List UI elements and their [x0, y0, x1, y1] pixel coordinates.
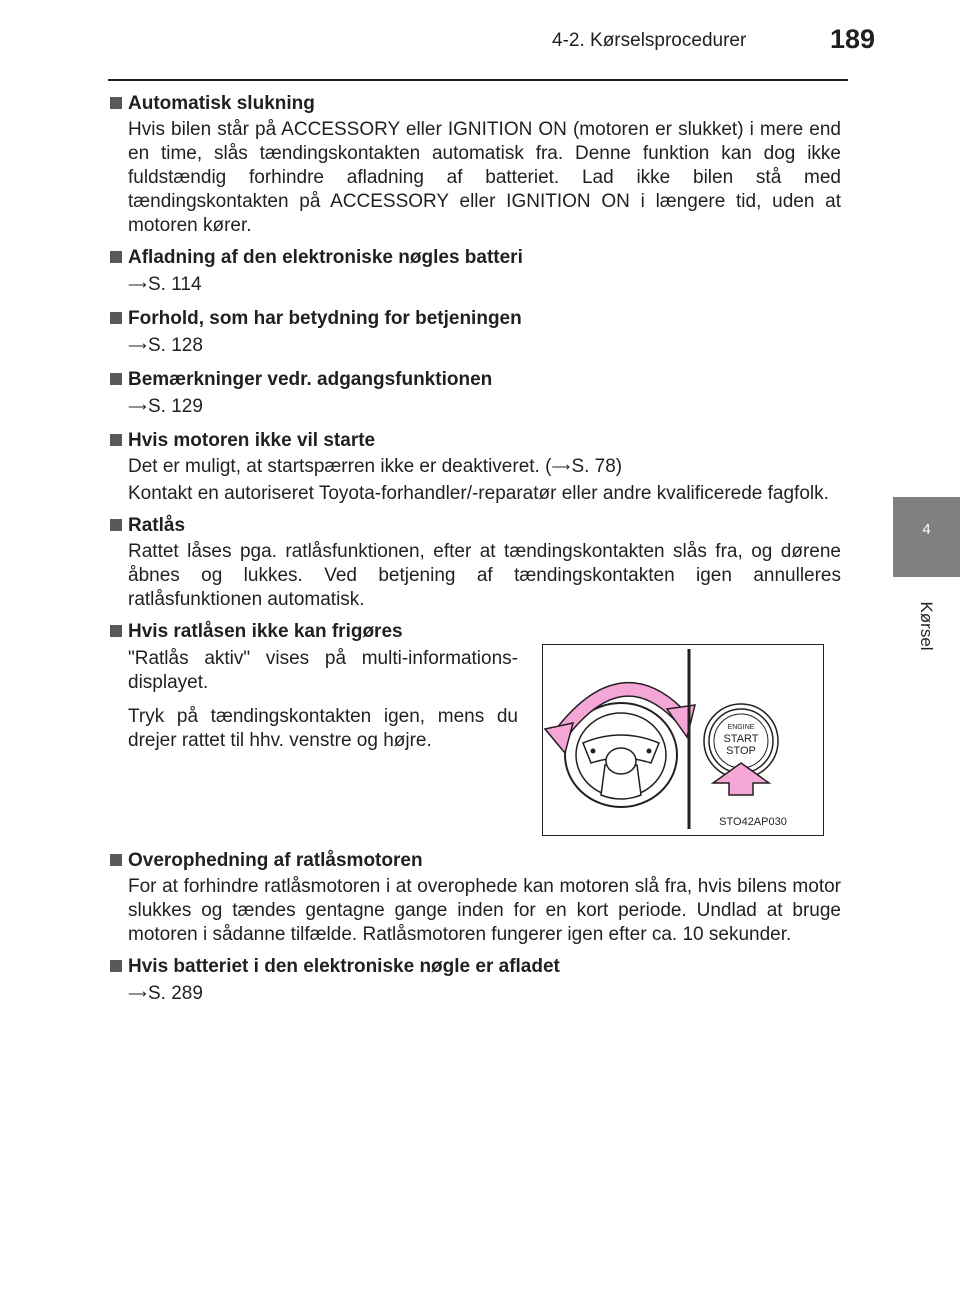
- section-title: Forhold, som har betydning for betjeningen: [128, 308, 522, 329]
- square-bullet-icon: [110, 625, 122, 637]
- square-bullet-icon: [110, 854, 122, 866]
- button-text-engine: ENGINE: [727, 724, 755, 731]
- page-reference-link[interactable]: S. 78): [571, 456, 623, 477]
- section-title: Bemærkninger vedr. adgangsfunktionen: [128, 369, 493, 390]
- section-title: Hvis batteriet i den elektroniske nøgle er afladet: [128, 956, 560, 977]
- square-bullet-icon: [110, 97, 122, 109]
- right-arrow-icon: ⟶: [128, 277, 147, 292]
- header-divider: [108, 79, 848, 81]
- section-operating-conditions: [108, 305, 841, 360]
- page-reference-link[interactable]: S. 129: [148, 396, 203, 417]
- section-key-battery-dead: [108, 953, 841, 1008]
- section-auto-shutoff: [108, 90, 841, 238]
- page-reference-link[interactable]: S. 128: [148, 335, 203, 356]
- section-lock-motor-overheat: [108, 847, 841, 947]
- illustration-steering-and-start-button: [542, 644, 824, 836]
- section-title: Automatisk slukning: [128, 93, 315, 114]
- page-body: [108, 90, 841, 1014]
- page-reference-link[interactable]: S. 114: [148, 274, 202, 295]
- button-text-start: START: [723, 733, 759, 745]
- right-arrow-icon: ⟶: [551, 459, 571, 474]
- running-header: 4-2. Kørselsprocedurer: [552, 30, 747, 51]
- right-arrow-icon: ⟶: [128, 338, 147, 353]
- section-title: Overophedning af ratlåsmotoren: [128, 850, 423, 871]
- section-title: Hvis motoren ikke vil starte: [128, 430, 376, 451]
- figure-code: STO42AP030: [719, 816, 787, 828]
- chapter-tab: [893, 497, 960, 577]
- section-access-notes: [108, 366, 841, 421]
- section-title: Afladning af den elektroniske nøgles batteri: [128, 247, 523, 268]
- right-arrow-icon: ⟶: [128, 986, 147, 1001]
- page-reference-link[interactable]: S. 289: [148, 983, 203, 1004]
- section-title: Hvis ratlåsen ikke kan frigøres: [128, 621, 403, 642]
- chapter-label: Kørsel: [917, 601, 936, 651]
- section-key-battery-discharge: [108, 244, 841, 299]
- paragraph: [128, 455, 841, 479]
- square-bullet-icon: [110, 960, 122, 972]
- paragraph: Hvis bilen står på ACCESSORY eller IGNITION ON (motoren er slukket) i mere end en time, slås tændingskontakten automatisk fra. Denne funktion kan dog ikke fuldstændig forhindre afladning af batteriet. Lad ikke bilen stå med tændingskontakten på ACCESSORY eller IGNITION ON i længere tid, uden at motoren kører.: [128, 119, 841, 236]
- paragraph: "Ratlås aktiv" vises på multi-informations-displayet.: [128, 648, 518, 693]
- paragraph-text: Det er muligt, at startspærren ikke er deaktiveret. (: [128, 456, 552, 477]
- square-bullet-icon: [110, 519, 122, 531]
- paragraph: Rattet låses pga. ratlåsfunktionen, efter at tændingskontakten slås fra, og dørene åbnes og lukkes. Ved betjening af tændingskontakten igen annulleres ratlåsfunktionen automatisk.: [128, 541, 841, 610]
- page-number: 189: [830, 24, 876, 54]
- section-engine-wont-start: [108, 427, 841, 506]
- section-steering-lock-release: [108, 618, 841, 841]
- chapter-number: 4: [922, 521, 931, 538]
- right-arrow-icon: ⟶: [128, 399, 147, 414]
- square-bullet-icon: [110, 312, 122, 324]
- square-bullet-icon: [110, 434, 122, 446]
- paragraph: Kontakt en autoriseret Toyota-forhandler/-reparatør eller andre kvalificerede fagfolk.: [128, 483, 829, 504]
- paragraph: For at forhindre ratlåsmotoren i at overophede kan motoren slå fra, hvis bilens motor slukkes og tændes gentagne gange inden for en kort periode. Undlad at bruge motoren i sådanne tilfælde. Ratlåsmotoren fungerer igen efter ca. 10 sekunder.: [128, 876, 841, 945]
- button-text-stop: STOP: [726, 745, 756, 757]
- square-bullet-icon: [110, 373, 122, 385]
- section-title: Ratlås: [128, 515, 186, 536]
- square-bullet-icon: [110, 251, 122, 263]
- paragraph: Tryk på tændingskontakten igen, mens du drejer rattet til hhv. venstre og højre.: [128, 706, 518, 751]
- section-steering-lock: [108, 512, 841, 612]
